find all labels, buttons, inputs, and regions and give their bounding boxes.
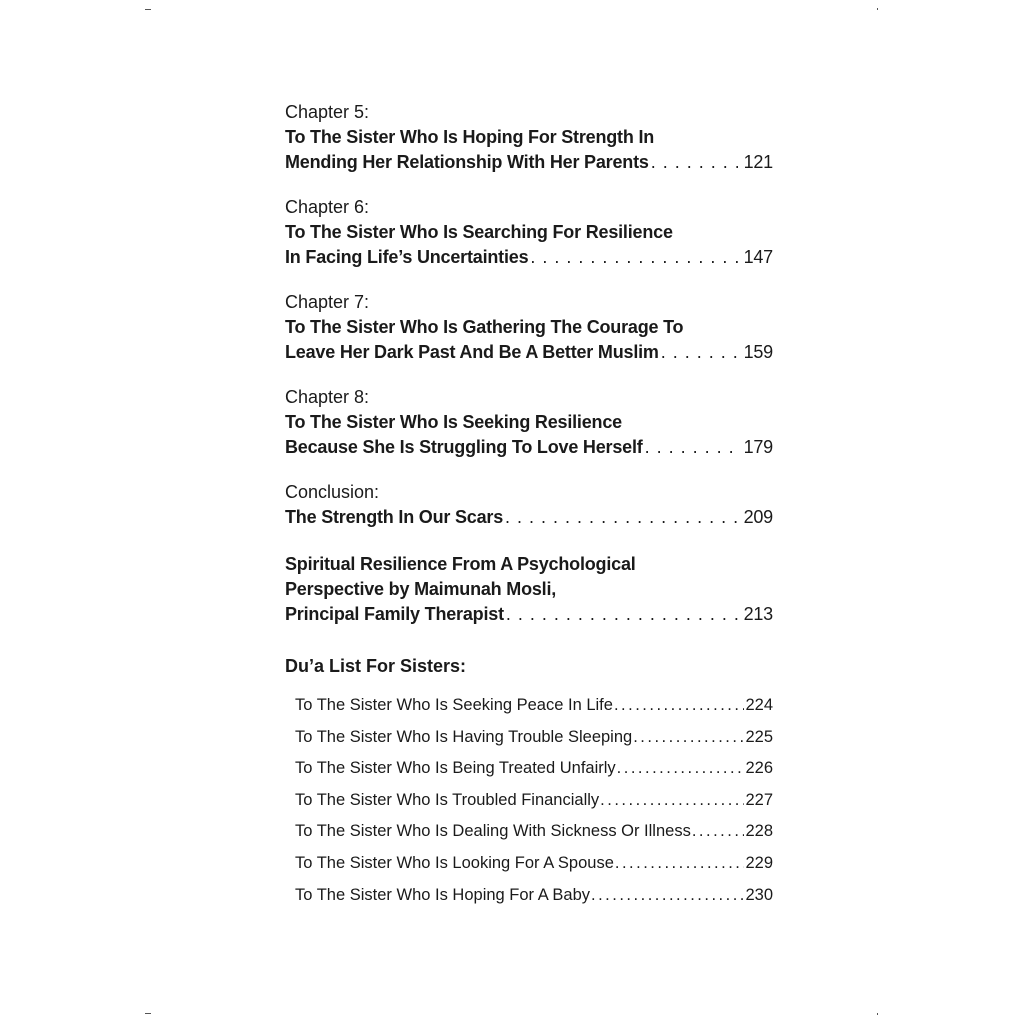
dua-list-item — [295, 788, 773, 820]
dua-list-item — [295, 819, 773, 851]
toc-entry-conclusion — [285, 480, 773, 530]
dot-leader — [505, 505, 738, 530]
dua-item-text: To The Sister Who Is Seeking Peace In Life — [295, 696, 613, 714]
appendix-title-line: Spiritual Resilience From A Psychological — [285, 554, 636, 574]
page-number: 226 — [745, 759, 773, 778]
dua-list — [295, 693, 773, 914]
dot-leader — [615, 851, 745, 875]
chapter-title-text: Mending Her Relationship With Her Parents — [285, 152, 649, 172]
crop-mark-top-left — [145, 9, 151, 10]
crop-mark-bottom-right — [877, 1013, 878, 1015]
page-number: 225 — [745, 727, 773, 746]
appendix-title-line: Perspective by Maimunah Mosli, — [285, 579, 557, 599]
chapter-title-final-line — [285, 150, 773, 175]
chapter-title-line: To The Sister Who Is Hoping For Strength In — [285, 127, 655, 147]
chapter-label: Conclusion: — [285, 482, 380, 502]
toc-entry-chapter-6 — [285, 195, 773, 270]
appendix-title-final-line — [285, 602, 773, 627]
chapter-title-line: To The Sister Who Is Searching For Resilience — [285, 222, 673, 242]
dua-item-text: To The Sister Who Is Being Treated Unfairly — [295, 759, 616, 778]
toc-entry-appendix — [285, 552, 773, 627]
dot-leader — [692, 819, 745, 843]
page-number: 121 — [743, 152, 773, 172]
chapter-title-line: To The Sister Who Is Seeking Resilience — [285, 412, 622, 432]
crop-mark-bottom-left — [145, 1013, 151, 1014]
dot-leader — [645, 435, 738, 460]
dot-leader — [506, 602, 738, 627]
dot-leader — [661, 340, 738, 365]
dua-list-item — [295, 725, 773, 757]
chapter-title-final-line — [285, 505, 773, 530]
page-number: 147 — [743, 247, 773, 267]
dua-list-heading: Du’a List For Sisters: — [285, 656, 467, 676]
chapter-title-final-line — [285, 245, 773, 270]
chapter-label: Chapter 5: — [285, 102, 370, 122]
dot-leader — [614, 693, 745, 717]
dua-list-item — [295, 756, 773, 788]
chapter-label: Chapter 7: — [285, 292, 370, 312]
dua-item-text: To The Sister Who Is Dealing With Sickness Or Illness — [295, 822, 691, 841]
dua-list-item — [295, 851, 773, 883]
page-number: 229 — [745, 853, 773, 872]
page-number: 228 — [745, 822, 773, 841]
chapter-label: Chapter 8: — [285, 387, 370, 407]
dot-leader — [651, 150, 738, 175]
chapter-title-text: Because She Is Struggling To Love Herself — [285, 437, 643, 457]
page-number: 179 — [743, 437, 773, 457]
page-number: 159 — [743, 342, 773, 362]
dot-leader — [530, 245, 737, 270]
chapter-title-text: Leave Her Dark Past And Be A Better Muslim — [285, 342, 659, 362]
page-number: 209 — [743, 507, 773, 527]
chapter-title-line: To The Sister Who Is Gathering The Courage To — [285, 317, 684, 337]
crop-mark-top-right — [877, 8, 878, 10]
page-number: 230 — [745, 885, 773, 904]
dua-item-text: To The Sister Who Is Looking For A Spouse — [295, 853, 614, 872]
dot-leader — [591, 883, 744, 907]
chapter-title-final-line — [285, 435, 773, 460]
toc-entry-chapter-5 — [285, 100, 773, 175]
page-number: 224 — [745, 696, 773, 714]
dua-item-text: To The Sister Who Is Hoping For A Baby — [295, 885, 591, 904]
dua-item-text: To The Sister Who Is Troubled Financially — [295, 790, 600, 809]
toc-entry-chapter-7 — [285, 290, 773, 365]
dua-list-item — [295, 883, 773, 915]
dua-item-text: To The Sister Who Is Having Trouble Sleeping — [295, 727, 633, 746]
chapter-label: Chapter 6: — [285, 197, 370, 217]
appendix-title-text: Principal Family Therapist — [285, 604, 504, 624]
chapter-title-text: In Facing Life’s Uncertainties — [285, 247, 529, 267]
dua-list-item — [295, 693, 773, 725]
page-number: 213 — [743, 604, 773, 624]
dot-leader — [617, 756, 745, 780]
dot-leader — [600, 788, 744, 812]
dot-leader — [633, 725, 744, 749]
chapter-title-text: The Strength In Our Scars — [285, 507, 504, 527]
page-number: 227 — [745, 790, 773, 809]
toc-entry-chapter-8 — [285, 385, 773, 460]
chapter-title-final-line — [285, 340, 773, 365]
